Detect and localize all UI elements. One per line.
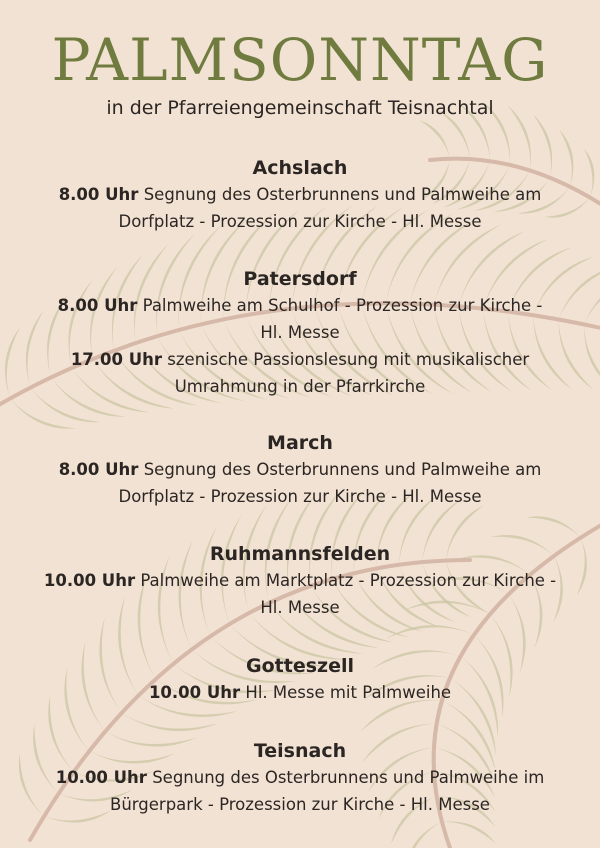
event-text: szenische Passionslesung mit musikalischer xyxy=(167,350,530,369)
event-place: Gotteszell xyxy=(246,655,354,677)
event-line xyxy=(10,679,590,706)
palm-leaflet xyxy=(526,516,580,537)
event-text: Palmweihe am Schulhof - Prozession zur Kirche - xyxy=(142,296,543,315)
palm-leaflet xyxy=(386,625,474,638)
event-text: Hl. Messe mit Palmweihe xyxy=(245,683,452,702)
palm-leaflet xyxy=(442,822,496,844)
page-subtitle: in der Pfarreiengemeinschaft Teisnachtal xyxy=(106,97,494,119)
event-section-gotteszell xyxy=(10,653,590,706)
event-section-teisnach xyxy=(10,738,590,818)
event-text: Segnung des Osterbrunnens und Palmweihe im xyxy=(152,768,545,787)
event-line xyxy=(10,181,590,208)
event-time: 10.00 Uhr xyxy=(148,683,241,702)
event-line: Bürgerpark - Prozession zur Kirche - Hl. Messe xyxy=(110,795,490,814)
palm-leaflet xyxy=(406,822,442,848)
event-time: 8.00 Uhr xyxy=(57,296,138,315)
event-time: 10.00 Uhr xyxy=(43,571,136,590)
event-line xyxy=(10,764,590,791)
event-place: March xyxy=(267,432,333,454)
event-place: Achslach xyxy=(252,157,348,179)
event-time: 8.00 Uhr xyxy=(58,185,139,204)
event-line xyxy=(10,292,590,319)
event-line: Umrahmung in der Pfarrkirche xyxy=(174,377,426,396)
event-section-patersdorf xyxy=(10,266,590,400)
event-place: Teisnach xyxy=(253,740,347,762)
event-section-ruhmannsfelden xyxy=(10,541,590,621)
event-place: Ruhmannsfelden xyxy=(209,543,391,565)
event-section-march xyxy=(10,430,590,510)
event-line: Hl. Messe xyxy=(260,598,340,617)
event-time: 8.00 Uhr xyxy=(58,460,139,479)
event-line: Hl. Messe xyxy=(260,323,340,342)
event-line: Dorfplatz - Prozession zur Kirche - Hl. Messe xyxy=(118,487,482,506)
event-section-achslach xyxy=(10,155,590,235)
event-text: Segnung des Osterbrunnens und Palmweihe am xyxy=(143,185,542,204)
page-title: PALMSONNTAG xyxy=(51,26,549,94)
palm-leaflet xyxy=(419,120,450,159)
event-line xyxy=(10,346,590,373)
event-time: 17.00 Uhr xyxy=(70,350,163,369)
event-line xyxy=(10,567,590,594)
palm-leaflet xyxy=(10,398,76,428)
event-time: 10.00 Uhr xyxy=(55,768,147,787)
event-place: Patersdorf xyxy=(243,268,357,290)
event-text: Segnung des Osterbrunnens und Palmweihe am xyxy=(143,460,542,479)
event-text: Palmweihe am Marktplatz - Prozession zur Kirche - xyxy=(140,571,557,590)
event-line: Dorfplatz - Prozession zur Kirche - Hl. Messe xyxy=(118,212,482,231)
event-line xyxy=(10,456,590,483)
